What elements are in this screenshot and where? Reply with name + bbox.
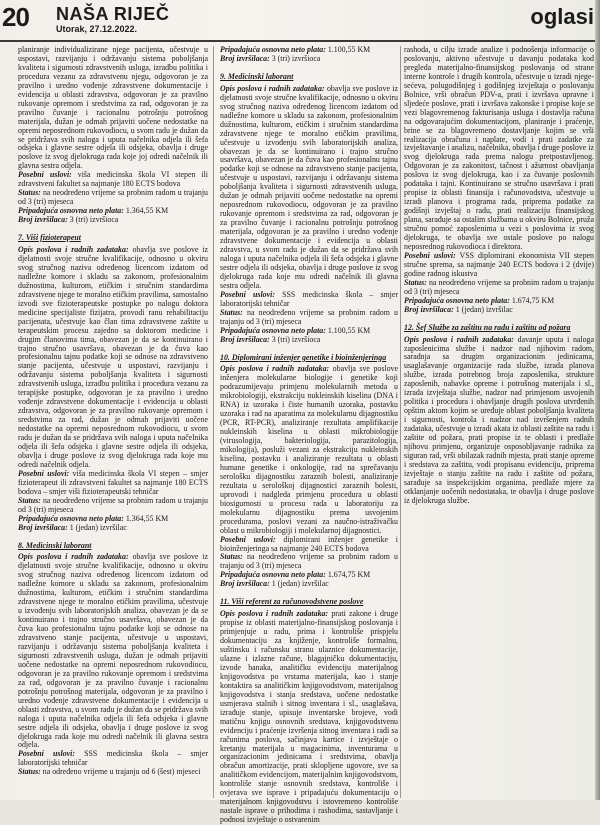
job-title: 8. Medicinski laborant bbox=[18, 540, 92, 550]
text-paragraph bbox=[18, 246, 208, 470]
job-listing bbox=[404, 324, 594, 506]
text-paragraph bbox=[18, 768, 208, 777]
text-paragraph bbox=[18, 750, 208, 768]
field-label: Status: bbox=[220, 307, 243, 317]
text-paragraph bbox=[18, 497, 208, 515]
text-paragraph bbox=[220, 536, 398, 554]
field-text: 1.100,55 KM bbox=[325, 45, 371, 54]
text-paragraph bbox=[18, 189, 208, 207]
field-text: obavlja sve poslove iz djelatnosti svoje stručne kvalifikacije, odnosno u okviru svog stručnog naziva određenog licencom izdatom od nadležne komore u skladu sa zakonom, profesionalnim dužnostima, kulturom, etičkim i stručnim standardima zdravstvene njege te moralno etičkim pravilima, učestvuje u izvođenju svih laboratorijskih analiza, obavezan je da se kontinuirano i trajno stručno usavršava, obavezan je da čuva kao profesionalnu tajnu podatke koji se odnose na zdravstveno stanje pacijenta, učestvuje u uspostavi, razvijanju i održavanju sistema poboljšanja kvaliteta i sigurnosti zdravstvenih usluga, dužan je odmah prijaviti uočene nedostatke na opremi neposrednom rukovodiocu, odgovoran je za pravilno rukovanje opremom i sredstvima za rad, odgovoran je za pravilno čuvanje i racionalnu potrošnju potrošnog materijala, odgovoran je za pravilno i uredno vođenje zdravstvene dokumentacije i evidencija u oblasti zdravstva, u svom radu je dužan da se pridržava svih naloga i uputa načelnika odjela ili šefa odsjeka i glavne sestre odjela ili odsjeka, obavlja i druge poslove iz svog djelokruga rada koje mu odredi načelnik ili glavna sestra odjela. bbox=[18, 552, 208, 750]
field-text: 1 (jedan) izvršilac bbox=[67, 522, 127, 532]
field-text: SSS medicinska škola – smjer laboratorijski tehničar bbox=[18, 749, 208, 768]
text-paragraph bbox=[220, 365, 398, 535]
field-label: Posebni uslovi: bbox=[18, 749, 75, 759]
job-title: 7. Viši fizioterapeut bbox=[18, 233, 81, 243]
field-text: VSS diplomirani ekonomista VII stepen stručne sprema, sa najmanje 240 ECTS bodova i 2 (dvije) godine radnog iskustva bbox=[404, 250, 594, 278]
field-label: Opis poslova i radnih zadataka: bbox=[18, 245, 129, 255]
field-text: 1.100,55 KM bbox=[325, 325, 371, 335]
continued-listing bbox=[220, 46, 398, 64]
text-paragraph bbox=[18, 553, 208, 750]
field-text: 3 (tri) izvršioca bbox=[269, 334, 321, 344]
job-listing bbox=[220, 598, 398, 825]
field-label: Posebni uslovi: bbox=[404, 250, 456, 260]
column-divider bbox=[400, 46, 401, 798]
continued-listing bbox=[18, 46, 208, 225]
field-text: obavlja sve poslove iz djelatnosti svoje stručne kvalifikacije, odnosno u okviru svog stručnog naziva određenog licencom izdatom od nadležne komore i skladu sa zakonom, profesionalnim dužnostima, kulturom, etičkim i stručnim standardima zdravstvene njege te moralno etičkim pravilima, samostalno izvodi sve fizioterapeutske postupke po nalogu doktora medicine specijaliste fizijatra, provodi ranu rehabilitaciju pacijenata, učestvuje kao član tima zdravstvene zaštite u terapeutskim procesu zajedno sa doktorom medicine i drugim članovima tima, obavezan je da se kontinuirano i trajno stručno usavršava, obavezan je da čuva kao profesionalnu tajnu podatke koji se odnose na zdravstveno stanje pacijenta, učestvuje u uspostavi, razvijanju i održavanju sistema poboljšanja kvaliteta i sigurnosti zdravstvenih usluga, izradbu politika i procedura vezanu za terapijske postupke, odgovoran je za pravilno i uredno vođenje zdravstvene dokumentacije i evidencija u oblasti zdravstva, odgovoran je za pravilno rukovanje opremom i sredstvima za rad, dužan je odmah prijaviti uočene nedostatke na opremi neposrednom rukovodiocu, u svom radu je dužan da se pridržava svih naloga i uputa načelnika odjela ili šefa odsjeka i glavne sestre odjela ili odsjeka, obavlja i druge poslove iz svog djelokruga rada koje mu odredi načelnik odjela. bbox=[18, 245, 208, 469]
field-text: obavlja sve poslove iz djelatnosti svoje stručne kvalifikacije, odnosno u okviru svog stručnog naziva određenog licencom izdatom od nadležne komore u skladu sa zakonom, profesionalnim dužnostima, kulturom, etičkim i stručnim standardima zdravstvene njege te moralno etičkim pravilima, učestvuje u izvođenju svih laboratorijskih analiza, obavezan je da se kontinuirano i trajno stručno usavršava, obavezan je da čuva kao profesionalnu tajnu podatke koji se odnose na zdravstveno stanje pacijenta, učestvuje u uspostavi, razvijanju i održavanju sistema poboljšanja kvaliteta i sigurnosti zdravstvenih usluga, dužan je odmah prijaviti uočene nedostatke na opremi neposrednom rukovodiocu, odgovoran je za pravilno rukovanje opremom i sredstvima za rad, odgovoran je za pravilno čuvanje i racionalnu potrošnju potrošnog materijala, odgovoran je za pravilno i uredno vođenje zdravstvene dokumentacije i evidencija u oblasti zdravstva, u svom radu je dužan da se pridržava svih naloga i uputa načelnika odjela ili šefa odsjeka i glavne sestre odjela ili odsjeka, obavlja i druge poslove iz svog djelokruga rada koje mu odredi načelnik ili glavna sestra odjela. bbox=[220, 83, 398, 290]
text-paragraph bbox=[404, 252, 594, 279]
text-paragraph bbox=[18, 470, 208, 497]
job-listing bbox=[220, 354, 398, 590]
field-label: Opis poslova i radnih zadataka: bbox=[220, 83, 325, 93]
text-paragraph bbox=[220, 55, 398, 64]
text-paragraph bbox=[220, 85, 398, 291]
field-label: Broj izvršilaca: bbox=[220, 579, 270, 589]
text-paragraph bbox=[220, 553, 398, 571]
text-paragraph bbox=[18, 524, 208, 533]
section-title: oglasi bbox=[530, 4, 594, 29]
field-label: Posebni uslovi: bbox=[18, 170, 72, 180]
field-text: 1.364,55 KM bbox=[123, 513, 169, 523]
field-text: na neodređeno vrijeme sa probnim radom u trajanju od 3 (tri) mjeseca bbox=[18, 495, 208, 514]
page-header bbox=[0, 0, 600, 42]
text-paragraph bbox=[220, 610, 398, 825]
field-label: Opis poslova i radnih zadataka: bbox=[220, 609, 329, 619]
field-label: Pripadajuća osnovna neto plata: bbox=[18, 513, 124, 523]
column-1 bbox=[18, 46, 208, 798]
field-text: 1.674,75 KM bbox=[509, 295, 555, 305]
page-number: 20 bbox=[2, 2, 29, 32]
field-label: Posebni uslovi: bbox=[220, 289, 275, 299]
field-label: Broj izvršilaca: bbox=[220, 334, 270, 344]
column-divider bbox=[213, 46, 214, 798]
column-2 bbox=[220, 45, 398, 825]
text-paragraph bbox=[18, 46, 208, 171]
field-text: SSS medicinska škola – smjer laboratorijski tehničar bbox=[220, 289, 398, 308]
field-text: prati zakone i druge propise iz oblasti materijalno-finansijskog poslovanja i primjenjuje u radu, prima i kontroliše prispjelu dokumentaciju za knjiženje, kontroliše formalnu, suštinsku i računsku stranu ulaznice dokumentacije, ulazne i izlazne račune, blagajničku dokumentaciju, izvode banaka, analitičku evidenciju materijalnog knjigovodstva po vrstama materijala, kao i stanje kontaktira sa analitičkim knjigovodstvom, materijalnog knjigovodstva i stanja sredstava, uočene nedostatke usmjerava stalnih i sitnog inventara i sl., usaglašava, izrađuje stanje, upisuje inventarske brojeve, vodi matičnu knjigu osnovnih sredstava, knjigovodstvenu evidenciju i praćenje izvršenja sitnog inventara i radi sa računima poslova, sačinjava kartice i izvještaje o kretanju materijala u magacinima, inventurama u organizacionim jedinicama i sredstvima, obavlja obračun amortizacije, prati sklopljene ugovore, sve sa analitičkom evidencijom, materijalnim knjigovodstvom, kontroliše stanje osnovnih sredstava, kontroliše i ovjerava sve isprave i pripadajuću dokumentaciju o materijalnom knjigovodstvu i istovremeno kontroliše nastale isprave o prihodima i rashodima, sastavljanje i podnosi izvještaje o ostvarenim bbox=[220, 609, 398, 825]
text-paragraph bbox=[220, 309, 398, 327]
job-title: 10. Diplomirani inženjer genetike i bioinženjeringa bbox=[220, 352, 387, 362]
text-paragraph bbox=[18, 171, 208, 189]
field-label: Status: bbox=[18, 495, 41, 505]
text-paragraph bbox=[404, 306, 594, 315]
issue-date: Utorak, 27.12.2022. bbox=[56, 24, 138, 34]
text-paragraph bbox=[18, 216, 208, 225]
field-label: Broj izvršilaca: bbox=[220, 53, 270, 63]
field-label: Broj izvršilaca: bbox=[18, 522, 68, 532]
text-paragraph bbox=[220, 580, 398, 589]
field-label: Broj izvršilaca: bbox=[18, 215, 68, 225]
job-listing bbox=[220, 73, 398, 345]
field-label: Status: bbox=[404, 277, 427, 287]
field-label: Status: bbox=[220, 552, 243, 562]
field-label: Opis poslova i radnih zadataka: bbox=[404, 334, 514, 344]
job-title: 9. Medicinski laborant bbox=[220, 71, 294, 81]
job-title: 12. Šef Službe za zaštitu na radu i zaštitu od požara bbox=[404, 322, 571, 332]
column-3 bbox=[404, 46, 594, 798]
field-text: viša medicinska škola VI stepen ili zdravstveni fakultet sa najmanje 180 ECTS bodova bbox=[18, 170, 208, 189]
field-text: 3 (tri) izvršioca bbox=[67, 215, 119, 225]
field-text: planiranje individualiziranе njege pacijenta, učestvuje u uspostavi, razvijanju i održavanju sistema poboljšanja kvaliteta i sigurnosti zdravstvenih usluga, izradbu politika i procedura vezanu za zdravstvenu njegu, odgovoran je za pravilno i uredno vođenje zdravstvene dokumentacije i evidencija u oblasti zdravstva, odgovoran je za pravilno rukovanje opremom i sredstvima za rad, odgovoran je za pravilno čuvanje i racionalnu potrošnju potrošnog materijala, dužan je odmah prijaviti uočene nedostatke na opremi neposrednom rukovodiocu, u svom radu je dužan da se pridržava svih naloga i uputa načelnika odjela ili šefa odsjeka i glavne sestre odjela ili odsjeka, obavlja i druge poslove iz svog djelokruga rada koje joj odredi načelnik ili glavna sestra odjela. bbox=[18, 45, 208, 171]
field-label: Opis poslova i radnih zadataka: bbox=[18, 552, 129, 562]
field-text: obavlja sve poslove inženjera molekularne biologije i genetike koji podrazumijevaju primjenu molekularnih metoda u mikrobiologiji, ekstrakciju nukleinskih kiselina (DNA i RNA) iz uzoraka i čiste humanih uzoraka, postavku uzoraka i rad na aparatima za molekularnu dijagnostiku (PCR, RT-PCR), analiziranje rezultata amplifikacije nukleinskih kiselina u oblasti mikrobiologije (virusologija, bakteriologija, parazitologija, mikologija), posluži vezani za ekstrakciju nukleinskih kiselina, postavku i analiziranje rezultata u oblasti humane genetike i onkologije, rad na sprečavanju serološku dijagnostiku zaraznih bolesti, analiziranje rezultata u serološkoj dijagnostici zaraznih bolesti, uprovodi i nadgleda primjenu procedura u oblasti biosigurnosti u procesu rada u laboratoriju za molekularnu dijagnostiku prema usvojenim procedurama, poslovi vezani za naučno-istraživačku oblast u mikrobiologiji i molekularnoj dijagnostici. bbox=[220, 364, 398, 535]
field-label: Pripadajuća osnovna neto plata: bbox=[404, 295, 510, 305]
field-text: viša medicinska škola VI stepen – smjer fizioterapeut ili zdravstveni fakultet sa najmanje 180 ECTS bodova – smjer viši fizioterapeutski tehničar bbox=[18, 468, 208, 496]
field-text: 1 (jedan) izvršilac bbox=[269, 579, 329, 589]
text-paragraph bbox=[404, 279, 594, 297]
field-text: davanje uputa i naloga zaposlenicima službe i nadzor nad njihovim radom, saradnja sa drugim organizacionim jedinicama, usaglašavanje organizacije rada službe, izrada planova službe, izrada potrebnog broja zaposlenika, strukture zaposlenih, nabavke opreme i potrošnog materijala i sl., izrada izvještaja službe, nadzor nad primjenom usvojenih politika i procedura i obavljanje drugih poslova utvrđenih opštim aktom kojim se uređuje oblast poboljšanja kvaliteta i sigurnosti, kontrola i nadzor nad izvršenjem radnih zadataka, učestvuje u izradi akata iz oblasti zaštite na radu i zaštite od požara, prati propise iz te oblasti i predlaže njihovu primjenu, organizuje osposobljavanje radnika za siguran rad, vrši obilazak radnih mjesta, prati stanje opreme i sredstava za zaštitu, vodi propisanu evidenciju, priprema izvještaje o stanju zaštite na radu i zaštite od požara, sarađuje sa inspekcijskim organima, predlaže mjere za otklanjanje uočenih nedostataka, te obavlja i druge poslove iz djelokruga službe. bbox=[404, 334, 594, 505]
page-binding-edge bbox=[595, 0, 600, 800]
field-label: Pripadajuća osnovna neto plata: bbox=[220, 570, 326, 580]
continued-listing bbox=[404, 46, 594, 315]
field-text: rashoda, u cilju izrade analize i podnošenja informacije o poslovanju, aktivno učestvuje u davanju podataka kod pregleda materijalno-finansijskog poslovanja od strane interne kontrole i drugih kontrola, učestvuje u izradi njege-sećeva, polugodišnjeg i godišnjeg izvještaja o poslovanju Bolnice, vrši obračun PDV-a, prati i izvršava upravne i sljedeće poslove, prati i izvršava zakonske i propise koje se vezi blagovremenog fakturisanja usluga i dostavlja računa na odgovarajućim dokumentacijom, planiranje i praćenje, brine se za blagovremeno dostavljanje kojim se vrši realizacija obračuna i naplate, vodi i prati zadatke za izvještavanje i analizu, načelnika, obavlja i druge poslove iz svog djelokruga rada prema nalogu pretpostavljenog. Odgovoran je za zakonitost, tačnost i ažurnost obavljanja poslova iz svog djelokruga, kao i za čuvanje poslovnih podataka i tajni. Kontinuirano se stručno usavršava i prati propise iz oblasti finansija i računovodstva, učestvuje u izradi planova i programa rada, priprema podatke za godišnji izvještaj o radu, prati realizaciju finansijskog plana, sarađuje sa ostalim službama u okviru Bolnice, pruža stručnu pomoć zaposlenima u vezi s poslovima iz svog djelokruga, te obavlja sve ostale poslove po nalogu neposrednog rukovodioca i direktora. bbox=[404, 45, 594, 251]
field-text: na neodređeno vrijeme sa probnim radom u trajanju od 3 (tri) mjeseca bbox=[18, 188, 208, 207]
field-label: Status: bbox=[18, 188, 41, 198]
text-paragraph bbox=[220, 336, 398, 345]
field-text: na neodređeno vrijeme sa probnim radom u trajanju od 3 (tri) mjeseca bbox=[404, 277, 594, 296]
publication-name: NAŠA RIJEČ bbox=[56, 4, 170, 24]
field-text: na neodređeno vrijeme sa probnim radom u trajanju od 3 (tri) mjeseca bbox=[220, 552, 398, 571]
header-rule bbox=[0, 40, 600, 42]
field-label: Pripadajuća osnovna neto plata: bbox=[220, 45, 326, 54]
field-label: Posebni uslovi: bbox=[220, 534, 276, 544]
field-text: 1.674,75 KM bbox=[325, 570, 371, 580]
field-text: 3 (tri) izvršioca bbox=[269, 53, 321, 63]
field-text: na određeno vrijeme u trajanju od 6 (šest) mjeseci bbox=[40, 767, 201, 777]
text-paragraph bbox=[404, 46, 594, 252]
field-label: Posebni uslovi: bbox=[18, 468, 70, 478]
field-label: Pripadajuća osnovna neto plata: bbox=[220, 325, 326, 335]
job-listing bbox=[18, 542, 208, 778]
field-text: diplomirani inženjer genetike i bioinženjeringa sa najmanje 240 ECTS bodova bbox=[220, 534, 398, 553]
job-title: 11. Viši referent za računovodstvene poslove bbox=[220, 597, 364, 607]
text-paragraph bbox=[220, 291, 398, 309]
field-label: Pripadajuća osnovna neto plata: bbox=[18, 206, 124, 216]
job-listing bbox=[18, 234, 208, 532]
field-label: Broj izvršilaca: bbox=[404, 304, 454, 314]
field-text: 1 (jedan) izvršilac bbox=[453, 304, 513, 314]
text-paragraph bbox=[404, 336, 594, 506]
field-label: Status: bbox=[18, 767, 41, 777]
field-text: na neodređeno vrijeme sa probnim radom u trajanju od 3 (tri) mjeseca bbox=[220, 307, 398, 326]
field-label: Opis poslova i radnih zadataka: bbox=[220, 364, 330, 374]
field-text: 1.364,55 KM bbox=[123, 206, 169, 216]
